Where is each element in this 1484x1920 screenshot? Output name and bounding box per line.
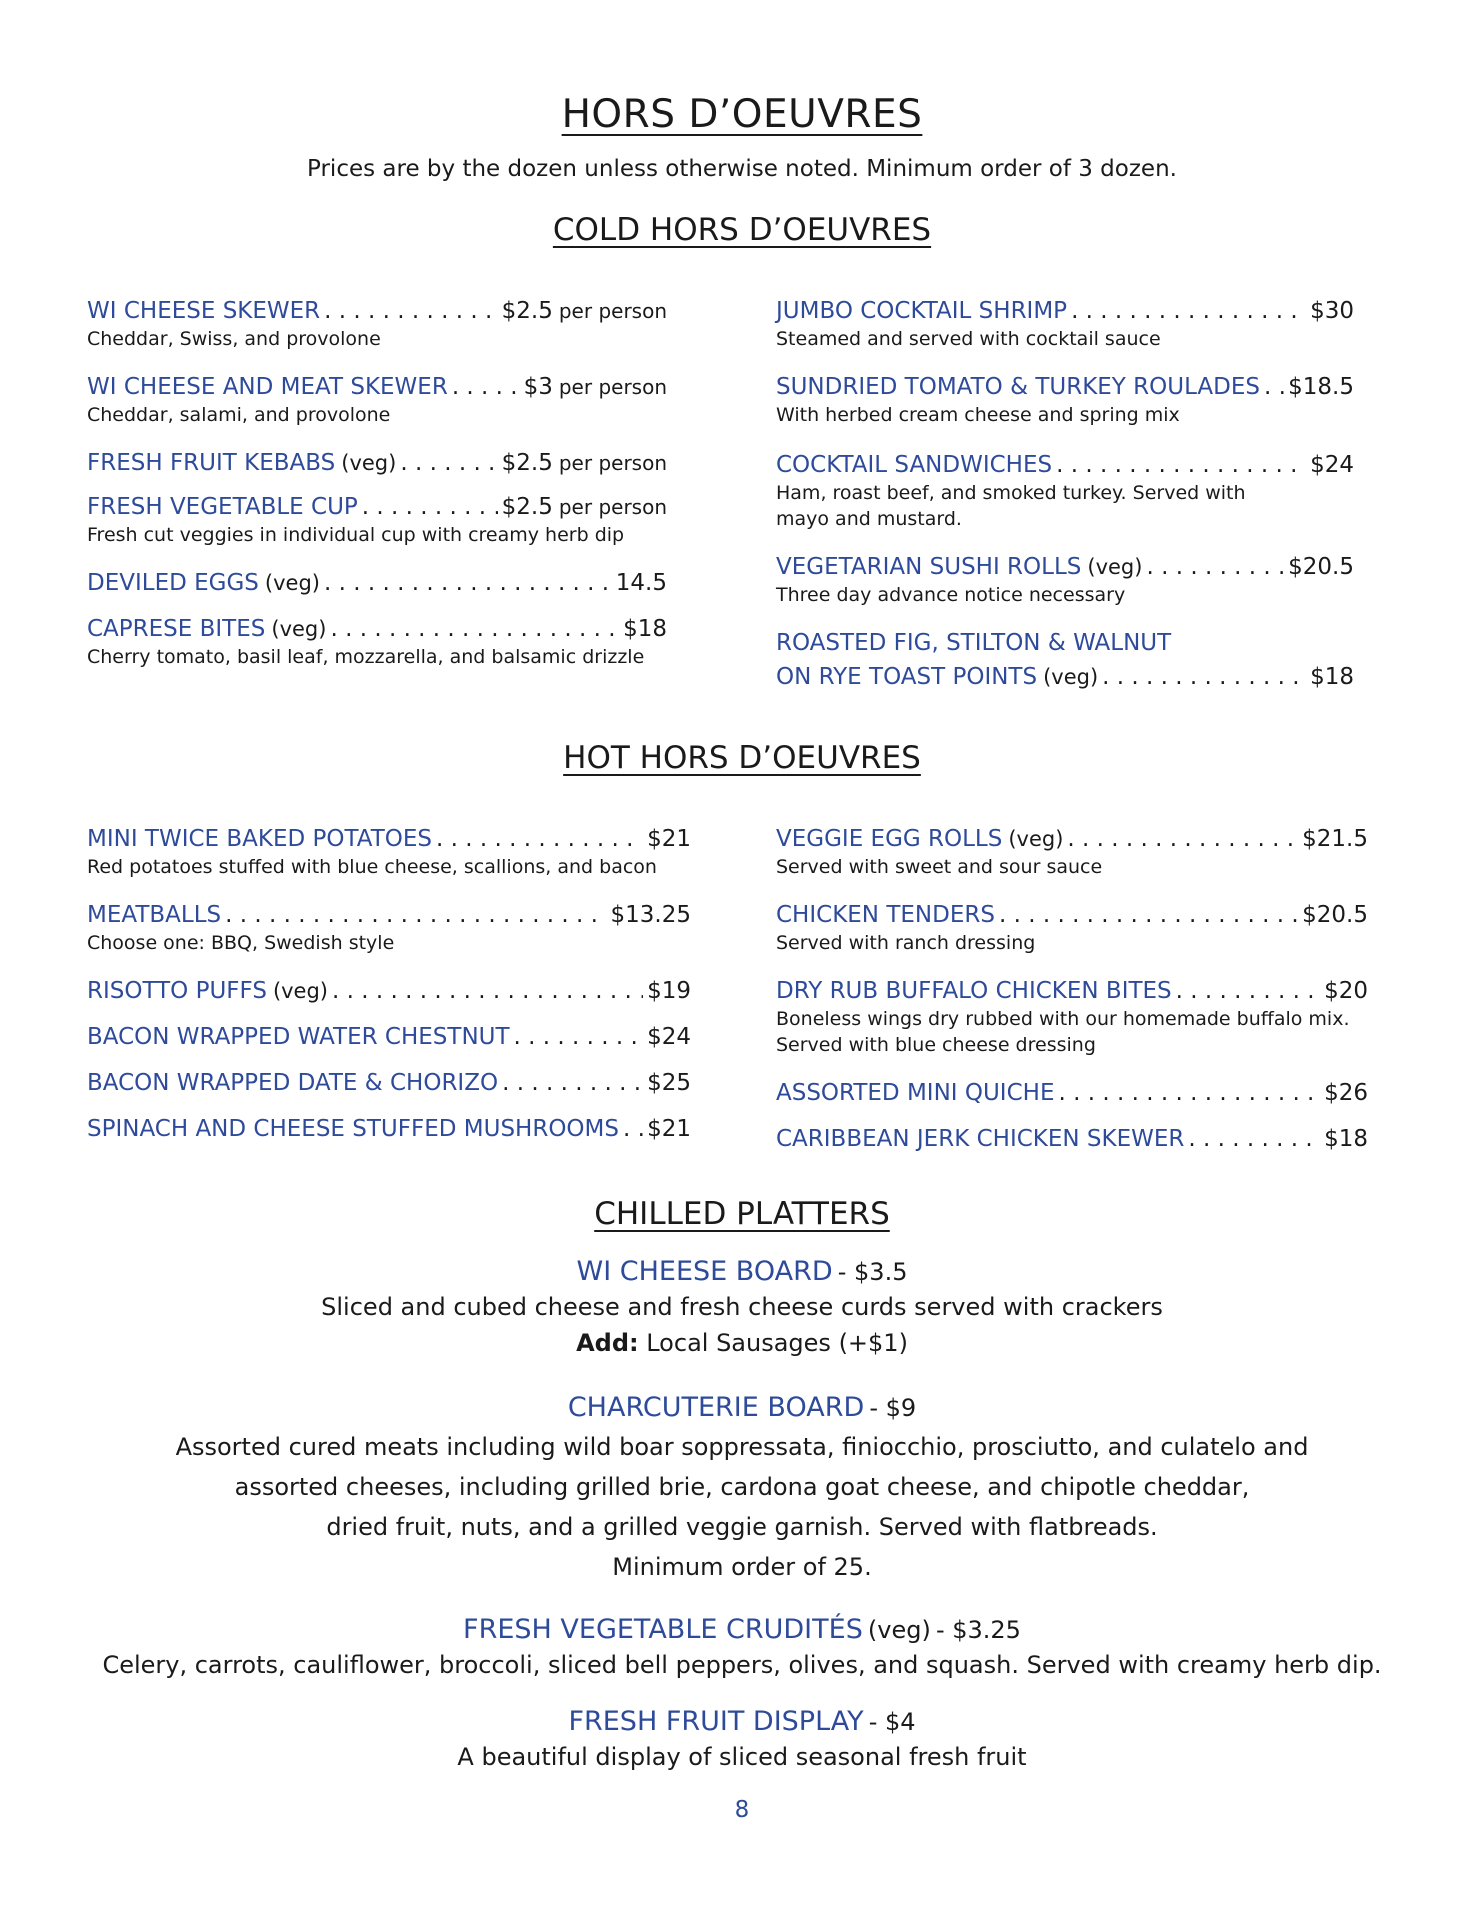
menu-item-description: Steamed and served with cocktail sauce [776,328,1161,350]
fruit-display-price: - $4 [868,1708,916,1736]
hot-right-column [776,824,1368,1154]
menu-item-price: $19 [647,978,691,1004]
menu-item [776,372,1354,428]
menu-item-price: $18 [1310,664,1354,690]
dot-leader [330,614,619,644]
menu-item-name-line: ROASTED FIG, STILTON & WALNUT [776,630,1172,656]
crudites-desc: Celery, carrots, cauliflower, broccoli, sliced bell peppers, olives, and squash. Served with creamy herb dip. [102,1651,1382,1679]
menu-item-veg-tag: (veg) [272,979,329,1003]
dot-leader [436,824,643,854]
menu-item-name: CHICKEN TENDERS [776,902,995,928]
menu-item-description: Fresh cut veggies in individual cup with creamy herb dip [87,524,625,546]
hot-section-heading [0,740,1484,776]
menu-item-description: Choose one: BBQ, Swedish style [87,932,395,954]
menu-item-name: SUNDRIED TOMATO & TURKEY ROULADES [776,374,1260,400]
menu-item-veg-tag: (veg) [1008,827,1064,851]
menu-item [776,450,1354,532]
menu-item-name: SPINACH AND CHEESE STUFFED MUSHROOMS [87,1116,619,1142]
menu-item-price: $2.5 [501,450,553,476]
menu-item [87,372,667,428]
crudites-name: FRESH VEGETABLE CRUDITÉS [463,1614,863,1645]
menu-item [87,824,691,880]
menu-item-price: $18 [623,616,667,642]
menu-item-price: $25 [647,1070,691,1096]
hot-left-column [87,824,691,1144]
menu-item-veg-tag: (veg) [341,451,397,475]
cold-section-heading-text: COLD HORS D’OEUVRES [552,212,932,248]
hot-section-heading-text: HOT HORS D’OEUVRES [563,740,921,776]
menu-item [87,296,667,352]
cheese-board-addon [0,1323,1484,1363]
dot-leader [1176,976,1320,1006]
menu-item-name: MINI TWICE BAKED POTATOES [87,826,433,852]
menu-item-name: VEGGIE EGG ROLLS [776,826,1003,852]
dot-leader [1056,450,1306,480]
dot-leader [1146,552,1284,582]
page-subtitle: Prices are by the dozen unless otherwise noted. Minimum order of 3 dozen. [307,156,1177,182]
fruit-display-item [0,1706,1484,1777]
menu-item-veg-tag: (veg) [271,617,327,641]
dot-leader [225,900,606,930]
menu-item-description: Ham, roast beef, and smoked turkey. Served with mayo and mustard. [776,482,1246,530]
menu-item [776,1078,1368,1108]
menu-item-name: DRY RUB BUFFALO CHICKEN BITES [776,978,1172,1004]
menu-item-price: $3 [523,374,553,400]
menu-item-veg-tag: (veg) [1043,665,1099,689]
dot-leader [514,1022,644,1052]
page-number: 8 [734,1797,750,1823]
menu-item-description: Cherry tomato, basil leaf, mozzarella, and balsamic drizzle [87,646,645,668]
dot-leader [1058,1078,1320,1108]
charcuterie-price: - $9 [869,1394,917,1422]
dot-leader [400,448,497,478]
menu-item [87,976,691,1006]
dot-leader [623,1114,643,1144]
menu-item [87,614,667,670]
dot-leader [362,492,498,522]
cold-left-column [87,296,667,670]
charcuterie-desc-line: Minimum order of 25. [612,1553,872,1581]
page-title-text: HORS D’OEUVRES [561,92,923,137]
menu-item-description: Cheddar, Swiss, and provolone [87,328,381,350]
charcuterie-item [0,1392,1484,1587]
cheese-board-name: WI CHEESE BOARD [576,1256,833,1287]
dot-leader [999,900,1298,930]
menu-item-name: FRESH FRUIT KEBABS [87,450,336,476]
charcuterie-name: CHARCUTERIE BOARD [567,1392,865,1423]
cheese-board-desc: Sliced and cubed cheese and fresh cheese curds served with crackers [321,1293,1163,1321]
menu-item-price: $20 [1324,978,1368,1004]
menu-item-price: $24 [1310,452,1354,478]
menu-item-price: $2.5 [501,494,553,520]
menu-item-price: $20.5 [1288,554,1354,580]
menu-item [776,900,1368,956]
cold-section-heading [0,212,1484,248]
menu-item-name: JUMBO COCKTAIL SHRIMP [776,298,1068,324]
dot-leader [1071,296,1306,326]
menu-item-name: CAPRESE BITES [87,616,266,642]
chilled-section-heading-text: CHILLED PLATTERS [594,1196,890,1232]
menu-item-veg-tag: (veg) [264,571,320,595]
fruit-display-name: FRESH FRUIT DISPLAY [568,1706,864,1737]
menu-item-description: Three day advance notice necessary [776,584,1126,606]
dot-leader [502,1068,643,1098]
menu-item [776,628,1354,692]
dot-leader [1188,1124,1320,1154]
menu-item-name: FRESH VEGETABLE CUP [87,494,358,520]
menu-item-price: $24 [647,1024,691,1050]
charcuterie-desc-line: dried fruit, nuts, and a grilled veggie garnish. Served with flatbreads. [326,1513,1158,1541]
cold-right-column [776,296,1354,692]
addon-label: Add: [576,1329,639,1357]
dot-leader [324,296,497,326]
menu-item-description: Red potatoes stuffed with blue cheese, scallions, and bacon [87,856,657,878]
menu-item-name: BACON WRAPPED DATE & CHORIZO [87,1070,499,1096]
menu-item [776,552,1354,608]
menu-item [776,976,1368,1058]
menu-item-price: $2.5 [501,298,553,324]
menu-item-name: ON RYE TOAST POINTS [776,664,1038,690]
menu-item-name: ASSORTED MINI QUICHE [776,1080,1055,1106]
dot-leader [452,372,520,402]
menu-item-price: $21 [647,1116,691,1142]
menu-item-veg-tag: (veg) [1087,555,1143,579]
dot-leader [1102,662,1306,692]
crudites-price: - $3.25 [935,1616,1021,1644]
menu-item-price: $30 [1310,298,1354,324]
menu-item-description: Cheddar, salami, and provolone [87,404,391,426]
menu-item-price: 14.5 [615,570,667,596]
menu-item-price: $18 [1324,1126,1368,1152]
dot-leader [324,568,612,598]
menu-item [87,1114,691,1144]
charcuterie-desc-line: assorted cheeses, including grilled brie, cardona goat cheese, and chipotle cheddar, [234,1473,1250,1501]
crudites-veg: (veg) [867,1616,931,1644]
menu-item-description: Served with sweet and sour sauce [776,856,1103,878]
menu-item-price-unit: per person [558,299,667,323]
cheese-board-item [0,1256,1484,1363]
menu-item-name: DEVILED EGGS [87,570,259,596]
menu-item-price: $21.5 [1302,826,1368,852]
menu-item-name: WI CHEESE SKEWER [87,298,321,324]
menu-item-price: $26 [1324,1080,1368,1106]
crudites-item [0,1614,1484,1685]
menu-item-name: BACON WRAPPED WATER CHESTNUT [87,1024,510,1050]
fruit-display-desc: A beautiful display of sliced seasonal fresh fruit [457,1743,1027,1771]
menu-item [87,1022,691,1052]
menu-item-description: Served with ranch dressing [776,932,1036,954]
menu-item [776,296,1354,352]
cheese-board-price: - $3.5 [837,1258,908,1286]
menu-item-name: MEATBALLS [87,902,222,928]
menu-item [87,900,691,956]
menu-item-price: $20.5 [1302,902,1368,928]
menu-item-price-unit: per person [558,451,667,475]
menu-item [87,568,667,598]
dot-leader [1067,824,1298,854]
dot-leader [332,976,643,1006]
addon-text: Local Sausages (+$1) [646,1329,908,1357]
menu-item-name: CARIBBEAN JERK CHICKEN SKEWER [776,1126,1185,1152]
menu-item [776,824,1368,880]
menu-item-price: $13.25 [610,902,691,928]
menu-item [87,492,667,548]
menu-item-price: $21 [647,826,691,852]
charcuterie-desc-line: Assorted cured meats including wild boar soppressata, finiocchio, prosciutto, and culatelo and [175,1433,1309,1461]
menu-item-name: VEGETARIAN SUSHI ROLLS [776,554,1082,580]
dot-leader [1264,372,1284,402]
menu-item-name: COCKTAIL SANDWICHES [776,452,1053,478]
menu-item [776,1124,1368,1154]
menu-item [87,1068,691,1098]
chilled-section-heading [0,1196,1484,1232]
menu-item-name: WI CHEESE AND MEAT SKEWER [87,374,448,400]
menu-item [87,448,667,478]
menu-item-price-unit: per person [558,375,667,399]
menu-item-price-unit: per person [558,495,667,519]
menu-item-name: RISOTTO PUFFS [87,978,267,1004]
page-title [0,92,1484,137]
menu-item-price: $18.5 [1288,374,1354,400]
menu-item-description: Boneless wings dry rubbed with our homemade buffalo mix. Served with blue cheese dressing [776,1008,1350,1056]
menu-item-description: With herbed cream cheese and spring mix [776,404,1180,426]
